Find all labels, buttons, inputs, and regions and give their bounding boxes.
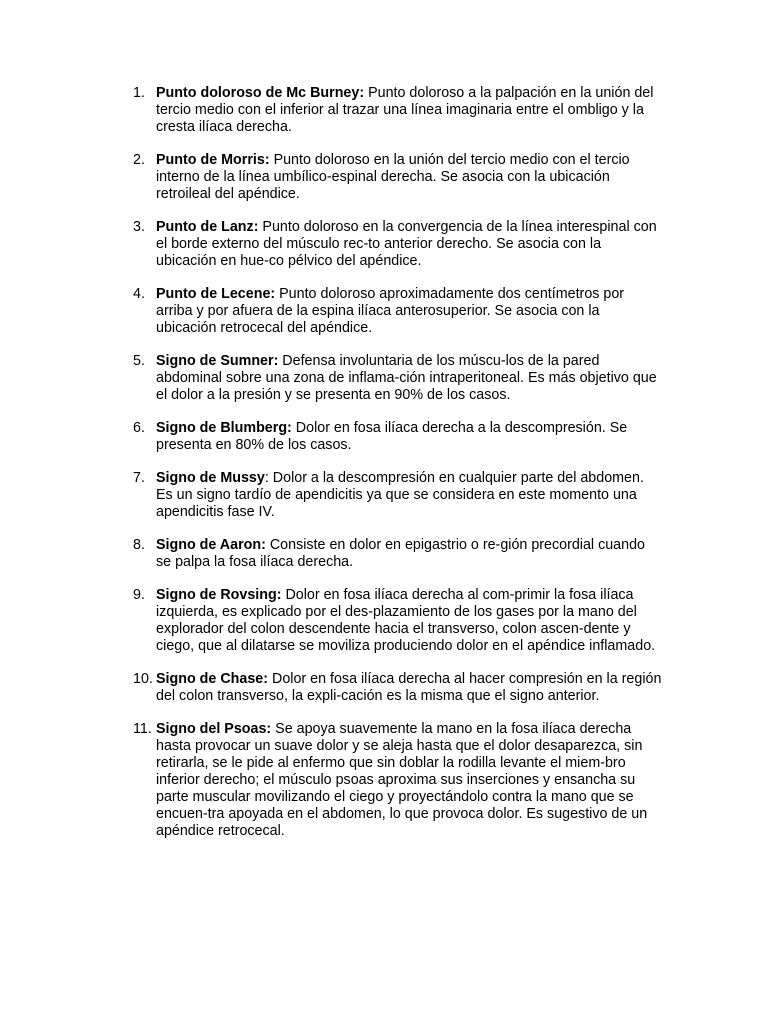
item-term: Signo de Aaron: [156, 537, 266, 553]
item-term: Signo de Chase: [156, 671, 269, 687]
item-description: Se apoya suavemente la mano en la fosa ilíaca derecha hasta provocar un suave dolor y se aleja hasta que el dolor desaparezca, sin retirarla, se le pide al enfermo que sin doblar la rodilla levante el miem-bro inferior derecho; el músculo psoas aproxima sus inserciones y ensancha su parte muscular movilizando el ciego y proyectándolo contra la mano que se encuen-tra apoyada en el abdomen, lo que provoca dolor. Es sugestivo de un apéndice retrocecal. [156, 721, 648, 839]
item-term: Punto de Lecene: [156, 286, 276, 302]
item-term: Punto de Morris: [156, 152, 270, 168]
item-body [156, 537, 663, 571]
item-term: Punto de Lanz: [156, 219, 259, 235]
item-body [156, 286, 663, 337]
item-term: Signo del Psoas: [156, 721, 272, 737]
item-term: Signo de Blumberg: [156, 420, 292, 436]
list-item [133, 152, 663, 203]
item-number: 1. [133, 85, 145, 101]
item-description: : Dolor a la descompresión en cualquier parte del abdomen. Es un signo tardío de apendicitis ya que se considera en este momento una apendicitis fase IV. [156, 470, 644, 520]
item-body [156, 152, 663, 203]
item-body [156, 353, 663, 404]
item-term: Punto doloroso de Mc Burney: [156, 85, 365, 101]
item-body [156, 721, 663, 840]
item-body [156, 219, 663, 270]
item-number: 9. [133, 587, 145, 603]
item-description: Defensa involuntaria de los múscu-los de la pared abdominal sobre una zona de inflama-ción intraperitoneal. Es más objetivo que el dolor a la presión y se presenta en 90% de los casos. [156, 353, 657, 403]
item-description: Dolor en fosa ilíaca derecha al hacer compresión en la región del colon transverso, la expli-cación es la misma que el signo anterior. [156, 671, 662, 704]
list-item [133, 420, 663, 454]
item-number: 5. [133, 353, 145, 369]
item-description: Dolor en fosa ilíaca derecha al com-primir la fosa ilíaca izquierda, es explicado por el des-plazamiento de los gases por la mano del explorador del colon descendente hacia el transverso, colon ascen-dente y ciego, que al dilatarse se moviliza produciendo dolor en el apéndice inflamado. [156, 587, 656, 654]
item-number: 8. [133, 537, 145, 553]
item-number: 2. [133, 152, 145, 168]
item-description: Consiste en dolor en epigastrio o re-gión precordial cuando se palpa la fosa ilíaca derecha. [156, 537, 645, 570]
item-term: Signo de Rovsing: [156, 587, 282, 603]
item-number: 3. [133, 219, 145, 235]
item-number: 4. [133, 286, 145, 302]
list-item [133, 286, 663, 337]
list-item [133, 219, 663, 270]
list-item [133, 671, 663, 705]
list-item [133, 587, 663, 655]
item-description: Punto doloroso en la convergencia de la línea interespinal con el borde externo del músculo rec-to anterior derecho. Se asocia con la ubicación en hue-co pélvico del apéndice. [156, 219, 657, 269]
item-term: Signo de Mussy [156, 470, 265, 486]
item-number: 7. [133, 470, 145, 486]
clinical-signs-list [133, 85, 663, 856]
item-body [156, 587, 663, 655]
item-description: Punto doloroso en la unión del tercio medio con el tercio interno de la línea umbílico-espinal derecha. Se asocia con la ubicación retroileal del apéndice. [156, 152, 630, 202]
item-number: 6. [133, 420, 145, 436]
item-body [156, 470, 663, 521]
item-number: 10. [133, 671, 153, 687]
list-item [133, 721, 663, 840]
item-body [156, 671, 663, 705]
item-description: Dolor en fosa ilíaca derecha a la descompresión. Se presenta en 80% de los casos. [156, 420, 628, 453]
item-number: 11. [133, 721, 152, 737]
item-term: Signo de Sumner: [156, 353, 279, 369]
list-item [133, 85, 663, 136]
list-item [133, 353, 663, 404]
item-description: Punto doloroso aproximadamente dos centímetros por arriba y por afuera de la espina ilíaca anterosuperior. Se asocia con la ubicación retrocecal del apéndice. [156, 286, 625, 336]
item-body [156, 85, 663, 136]
item-body [156, 420, 663, 454]
item-description: Punto doloroso a la palpación en la unión del tercio medio con el inferior al trazar una línea imaginaria entre el ombligo y la cresta ilíaca derecha. [156, 85, 654, 135]
list-item [133, 537, 663, 571]
list-item [133, 470, 663, 521]
